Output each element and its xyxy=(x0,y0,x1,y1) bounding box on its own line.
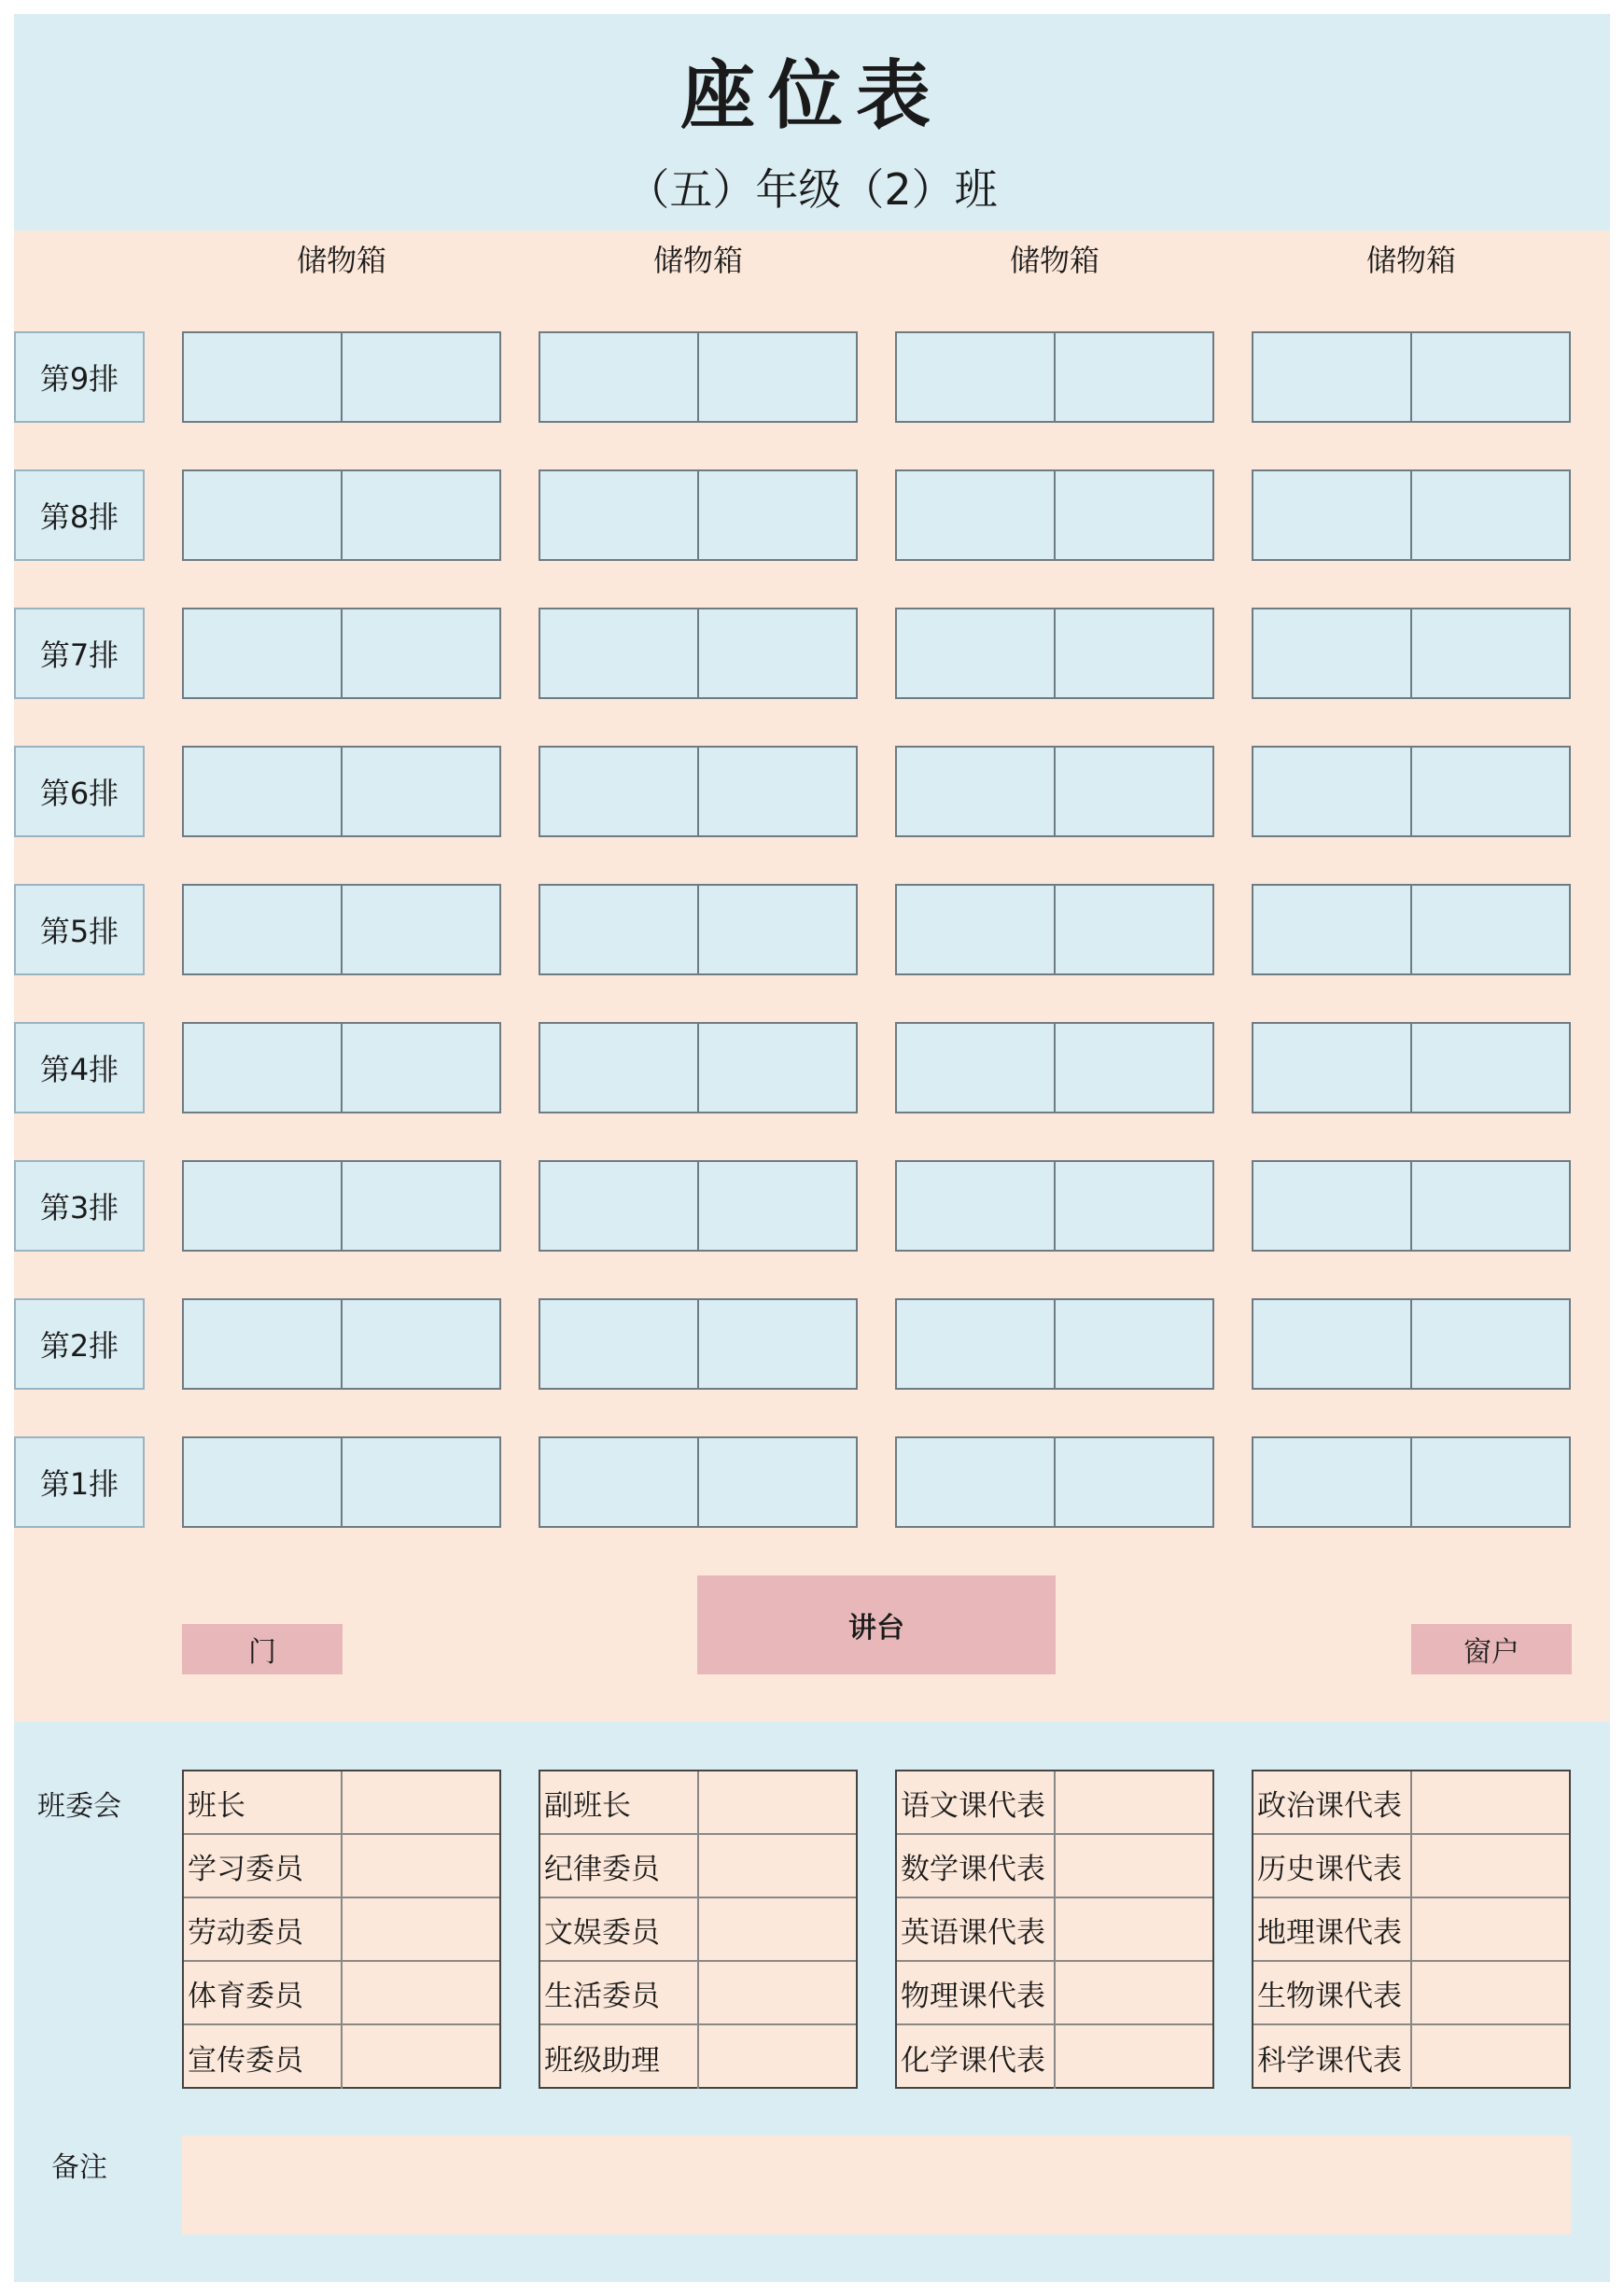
desk-pair xyxy=(539,608,858,699)
storage-label-1: 储物箱 xyxy=(296,243,386,278)
seat-cell[interactable] xyxy=(1054,886,1212,973)
committee-name-field[interactable] xyxy=(699,1771,856,1833)
seat-cell[interactable] xyxy=(1410,1162,1569,1250)
committee-role: 班长 xyxy=(184,1771,343,1833)
seat-cell[interactable] xyxy=(184,886,341,973)
committee-name-field[interactable] xyxy=(1056,1771,1212,1833)
committee-row xyxy=(897,1835,1212,1898)
committee-row xyxy=(540,1835,856,1898)
seat-cell[interactable] xyxy=(897,886,1054,973)
page-title: 座位表 xyxy=(680,51,944,139)
seat-cell[interactable] xyxy=(341,609,499,697)
seat-cell[interactable] xyxy=(697,1300,856,1388)
committee-role: 劳动委员 xyxy=(184,1898,343,1960)
desk-pair xyxy=(182,1022,501,1113)
desk-pair xyxy=(182,1298,501,1390)
committee-name-field[interactable] xyxy=(1056,1835,1212,1897)
seat-cell[interactable] xyxy=(184,1162,341,1250)
seat-cell[interactable] xyxy=(1054,1162,1212,1250)
committee-name-field[interactable] xyxy=(343,1898,499,1960)
seat-cell[interactable] xyxy=(184,1438,341,1526)
committee-name-field[interactable] xyxy=(1056,1962,1212,2023)
committee-role: 语文课代表 xyxy=(897,1771,1056,1833)
row-label: 第4排 xyxy=(14,1022,145,1113)
committee-row xyxy=(540,2025,856,2089)
seat-cell[interactable] xyxy=(897,609,1054,697)
desk-pair xyxy=(539,884,858,975)
committee-role: 政治课代表 xyxy=(1253,1771,1412,1833)
seat-cell[interactable] xyxy=(1054,748,1212,835)
seat-cell[interactable] xyxy=(184,1024,341,1112)
desk-pair xyxy=(895,1298,1214,1390)
committee-row xyxy=(1253,2025,1569,2089)
seat-cell[interactable] xyxy=(341,886,499,973)
desk-pair xyxy=(1252,884,1571,975)
committee-row xyxy=(897,2025,1212,2089)
desk-pair xyxy=(539,1022,858,1113)
seat-cell[interactable] xyxy=(1253,471,1410,559)
seat-cell[interactable] xyxy=(540,609,697,697)
desk-pair xyxy=(539,469,858,561)
committee-group-4 xyxy=(1252,1770,1571,2089)
row-label: 第5排 xyxy=(14,884,145,975)
committee-role: 学习委员 xyxy=(184,1835,343,1897)
committee-role: 纪律委员 xyxy=(540,1835,699,1897)
seat-cell[interactable] xyxy=(1253,1024,1410,1112)
committee-name-field[interactable] xyxy=(1412,1962,1569,2023)
committee-row xyxy=(184,2025,499,2089)
committee-row xyxy=(897,1898,1212,1962)
seat-cell[interactable] xyxy=(540,333,697,421)
seat-cell[interactable] xyxy=(1253,1300,1410,1388)
seat-cell[interactable] xyxy=(184,333,341,421)
seat-cell[interactable] xyxy=(184,609,341,697)
committee-name-field[interactable] xyxy=(699,1962,856,2023)
row-label: 第8排 xyxy=(14,469,145,561)
seat-cell[interactable] xyxy=(697,333,856,421)
committee-group-2 xyxy=(539,1770,858,2089)
seat-cell[interactable] xyxy=(1054,1024,1212,1112)
committee-name-field[interactable] xyxy=(343,2025,499,2089)
seat-cell[interactable] xyxy=(1253,609,1410,697)
committee-row xyxy=(1253,1898,1569,1962)
seat-cell[interactable] xyxy=(697,1024,856,1112)
window-marker: 窗户 xyxy=(1411,1624,1572,1674)
seat-cell[interactable] xyxy=(1054,1438,1212,1526)
seat-cell[interactable] xyxy=(540,1300,697,1388)
seat-cell[interactable] xyxy=(1253,1438,1410,1526)
committee-name-field[interactable] xyxy=(343,1771,499,1833)
seat-cell[interactable] xyxy=(897,1300,1054,1388)
row-label: 第9排 xyxy=(14,331,145,423)
podium: 讲台 xyxy=(697,1575,1056,1674)
seat-cell[interactable] xyxy=(341,333,499,421)
notes-field[interactable] xyxy=(182,2135,1571,2234)
committee-role: 班级助理 xyxy=(540,2025,699,2089)
seat-cell[interactable] xyxy=(897,1024,1054,1112)
seat-cell[interactable] xyxy=(1410,886,1569,973)
seat-cell[interactable] xyxy=(540,471,697,559)
desk-pair xyxy=(1252,331,1571,423)
seat-cell[interactable] xyxy=(540,1024,697,1112)
seat-cell[interactable] xyxy=(1410,1438,1569,1526)
committee-label: 班委会 xyxy=(37,1790,121,1823)
desk-pair xyxy=(182,746,501,837)
committee-name-field[interactable] xyxy=(1056,2025,1212,2089)
committee-row xyxy=(897,1771,1212,1835)
storage-label-3: 储物箱 xyxy=(1009,243,1099,278)
committee-row xyxy=(1253,1962,1569,2025)
committee-role: 数学课代表 xyxy=(897,1835,1056,1897)
committee-name-field[interactable] xyxy=(699,1835,856,1897)
desk-pair xyxy=(182,1160,501,1252)
seat-cell[interactable] xyxy=(697,886,856,973)
committee-row xyxy=(540,1771,856,1835)
notes-label: 备注 xyxy=(51,2151,107,2184)
desk-pair xyxy=(1252,1436,1571,1528)
storage-label-4: 储物箱 xyxy=(1365,243,1456,278)
committee-row xyxy=(184,1962,499,2025)
seat-cell[interactable] xyxy=(1253,333,1410,421)
committee-name-field[interactable] xyxy=(343,1962,499,2023)
committee-row xyxy=(1253,1835,1569,1898)
seat-cell[interactable] xyxy=(341,748,499,835)
seat-cell[interactable] xyxy=(697,1162,856,1250)
committee-group-3 xyxy=(895,1770,1214,2089)
seat-cell[interactable] xyxy=(1054,1300,1212,1388)
seat-cell[interactable] xyxy=(1253,886,1410,973)
desk-pair xyxy=(895,1436,1214,1528)
seat-cell[interactable] xyxy=(540,1438,697,1526)
seat-cell[interactable] xyxy=(341,1024,499,1112)
row-label: 第1排 xyxy=(14,1436,145,1528)
seat-cell[interactable] xyxy=(1253,748,1410,835)
desk-pair xyxy=(182,1436,501,1528)
desk-pair xyxy=(1252,1298,1571,1390)
desk-pair xyxy=(539,746,858,837)
row-label: 第2排 xyxy=(14,1298,145,1390)
seat-cell[interactable] xyxy=(341,1162,499,1250)
committee-name-field[interactable] xyxy=(1412,2025,1569,2089)
seat-cell[interactable] xyxy=(540,748,697,835)
seat-cell[interactable] xyxy=(341,1300,499,1388)
desk-pair xyxy=(1252,469,1571,561)
seat-cell[interactable] xyxy=(1410,333,1569,421)
committee-role: 生物课代表 xyxy=(1253,1962,1412,2023)
committee-role: 科学课代表 xyxy=(1253,2025,1412,2089)
committee-row xyxy=(540,1898,856,1962)
seat-cell[interactable] xyxy=(1410,471,1569,559)
desk-pair xyxy=(182,331,501,423)
desk-pair xyxy=(895,608,1214,699)
seat-cell[interactable] xyxy=(1054,333,1212,421)
desk-pair xyxy=(539,1298,858,1390)
seat-cell[interactable] xyxy=(697,748,856,835)
seat-cell[interactable] xyxy=(697,1438,856,1526)
committee-role: 副班长 xyxy=(540,1771,699,1833)
seat-cell[interactable] xyxy=(897,471,1054,559)
committee-name-field[interactable] xyxy=(1412,1835,1569,1897)
committee-row xyxy=(184,1835,499,1898)
desk-pair xyxy=(182,884,501,975)
desk-pair xyxy=(539,1436,858,1528)
committee-role: 生活委员 xyxy=(540,1962,699,2023)
seat-cell[interactable] xyxy=(1253,1162,1410,1250)
committee-name-field[interactable] xyxy=(343,1835,499,1897)
committee-row xyxy=(184,1771,499,1835)
desk-pair xyxy=(895,1160,1214,1252)
committee-row xyxy=(540,1962,856,2025)
committee-role: 体育委员 xyxy=(184,1962,343,2023)
committee-role: 英语课代表 xyxy=(897,1898,1056,1960)
desk-pair xyxy=(1252,1022,1571,1113)
seat-cell[interactable] xyxy=(1410,748,1569,835)
desk-pair xyxy=(895,746,1214,837)
seat-cell[interactable] xyxy=(184,748,341,835)
seat-cell[interactable] xyxy=(341,471,499,559)
committee-row xyxy=(184,1898,499,1962)
seat-cell[interactable] xyxy=(341,1438,499,1526)
seat-cell[interactable] xyxy=(897,1162,1054,1250)
seat-cell[interactable] xyxy=(1054,471,1212,559)
desk-pair xyxy=(895,1022,1214,1113)
committee-row xyxy=(1253,1771,1569,1835)
seat-cell[interactable] xyxy=(540,1162,697,1250)
row-label: 第3排 xyxy=(14,1160,145,1252)
seat-cell[interactable] xyxy=(1410,609,1569,697)
seat-cell[interactable] xyxy=(697,609,856,697)
seat-cell[interactable] xyxy=(1410,1024,1569,1112)
committee-group-1 xyxy=(182,1770,501,2089)
committee-role: 地理课代表 xyxy=(1253,1898,1412,1960)
committee-name-field[interactable] xyxy=(1412,1771,1569,1833)
desk-pair xyxy=(895,884,1214,975)
committee-role: 文娱委员 xyxy=(540,1898,699,1960)
committee-row xyxy=(897,1962,1212,2025)
seat-cell[interactable] xyxy=(184,471,341,559)
desk-pair xyxy=(895,469,1214,561)
seat-cell[interactable] xyxy=(184,1300,341,1388)
desk-pair xyxy=(539,1160,858,1252)
committee-name-field[interactable] xyxy=(1056,1898,1212,1960)
desk-pair xyxy=(539,331,858,423)
row-label: 第7排 xyxy=(14,608,145,699)
seat-cell[interactable] xyxy=(897,333,1054,421)
desk-pair xyxy=(1252,1160,1571,1252)
seat-cell[interactable] xyxy=(697,471,856,559)
desk-pair xyxy=(182,608,501,699)
committee-name-field[interactable] xyxy=(699,1898,856,1960)
committee-name-field[interactable] xyxy=(699,2025,856,2089)
desk-pair xyxy=(1252,746,1571,837)
class-subtitle: （五）年级（2）班 xyxy=(626,164,998,215)
committee-role: 化学课代表 xyxy=(897,2025,1056,2089)
desk-pair xyxy=(182,469,501,561)
seat-cell[interactable] xyxy=(1410,1300,1569,1388)
committee-role: 物理课代表 xyxy=(897,1962,1056,2023)
desk-pair xyxy=(895,331,1214,423)
committee-role: 宣传委员 xyxy=(184,2025,343,2089)
committee-name-field[interactable] xyxy=(1412,1898,1569,1960)
seat-cell[interactable] xyxy=(897,1438,1054,1526)
seat-cell[interactable] xyxy=(897,748,1054,835)
door-marker: 门 xyxy=(182,1624,343,1674)
desk-pair xyxy=(1252,608,1571,699)
row-label: 第6排 xyxy=(14,746,145,837)
committee-role: 历史课代表 xyxy=(1253,1835,1412,1897)
storage-label-2: 储物箱 xyxy=(652,243,743,278)
seat-cell[interactable] xyxy=(540,886,697,973)
seat-cell[interactable] xyxy=(1054,609,1212,697)
